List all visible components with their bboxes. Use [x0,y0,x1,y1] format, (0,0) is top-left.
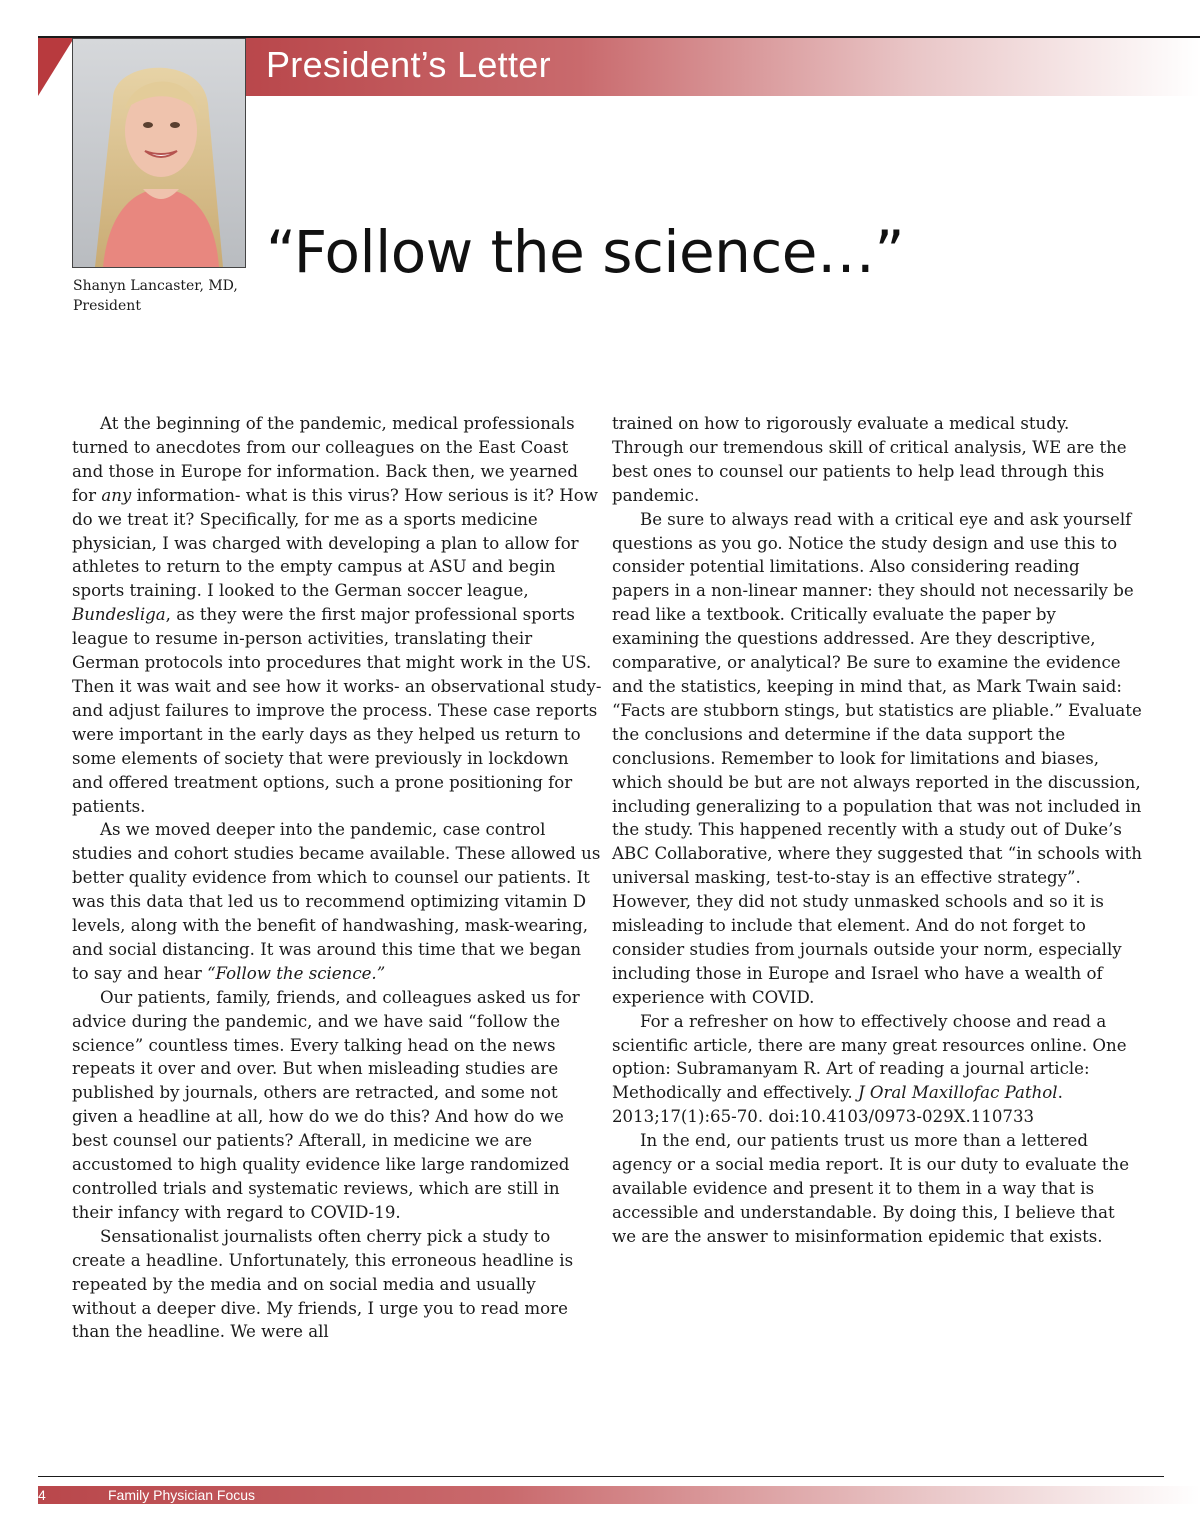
corner-accent [38,38,74,96]
bottom-rule [38,1476,1164,1477]
paragraph: In the end, our patients trust us more than a lettered agency or a social media report. It is our duty to evaluate the available evidence and present it to them in a way that is accessible and understandable. By doing this, I believe that we are the answer to misinformation epidemic that exists. [612,1131,1130,1246]
paragraph: At the beginning of the pandemic, medical professionals turned to anecdotes from our colleagues on the East Coast and those in Europe for information. Back then, we yearned for any information- what is this virus? How serious is it? How do we treat it? Specifically, for me as a sports medicine physician, I was charged with developing a plan to allow for athletes to return to the empty campus at ASU and begin sports training. I looked to the German soccer league, Bundesliga, as they were the first major professional sports league to resume in-person activities, translating their German protocols into procedures that might work in the US. Then it was wait and see how it works- an observational study- and adjust failures to improve the process. These case reports were important in the early days as they helped us return to some elements of society that were previously in lockdown and offered treatment options, such a prone positioning for patients. [72,414,602,816]
author-name: Shanyn Lancaster, MD, [73,278,238,294]
right-column [612,412,1142,1249]
publication-name: Family Physician Focus [108,1487,256,1503]
section-title: President’s Letter [266,44,551,85]
paragraph: trained on how to rigorously evaluate a medical study. Through our tremendous skill of critical analysis, WE are the best ones to counsel our patients to help lead through this pandemic. [612,414,1127,505]
paragraph: For a refresher on how to effectively choose and read a scientific article, there are many great resources online. One option: Subramanyam R. Art of reading a journal article: Methodically and effectively. J Oral Maxillofac Pathol. 2013;17(1):65-70. doi:10.4103/0973-029X.110733 [612,1011,1127,1127]
left-column [72,412,602,1344]
portrait-photo-icon [73,39,245,267]
paragraph: As we moved deeper into the pandemic, case control studies and cohort studies became available. These allowed us better quality evidence from which to counsel our patients. It was this data that led us to recommend optimizing vitamin D levels, along with the benefit of handwashing, mask-wearing, and social distancing. It was around this time that we began to say and hear “Follow the science.” [72,820,601,983]
article-headline: “Follow the science…” [266,218,905,286]
paragraph: Our patients, family, friends, and colleagues asked us for advice during the pandemic, and we have said “follow the science” countless times. Every talking head on the news repeats it over and over. But when misleading studies are published by journals, others are retracted, and some not given a headline at all, how do we do this? And how do we best counsel our patients? Afterall, in medicine we are accustomed to high quality evidence like large randomized controlled trials and systematic reviews, which are still in their infancy with regard to COVID-19. [72,987,580,1222]
paragraph: Sensationalist journalists often cherry pick a study to create a headline. Unfortunately, this erroneous headline is repeated by the media and on social media and usually without a deeper dive. My friends, I urge you to read more than the headline. We were all [72,1226,574,1342]
author-caption [73,276,238,316]
author-title: President [73,298,141,314]
author-photo [72,38,246,268]
page-number: 4 [38,1487,46,1503]
paragraph: Be sure to always read with a critical eye and ask yourself questions as you go. Notice the study design and use this to consider potential limitations. Also considering reading papers in a non-linear manner: they should not necessarily be read like a textbook. Critically evaluate the paper by examining the questions addressed. Are they descriptive, comparative, or analytical? Be sure to examine the evidence and the statistics, keeping in mind that, as Mark Twain said: “Facts are stubborn stings, but statistics are pliable.” Evaluate the conclusions and determine if the data support the conclusions. Remember to look for limitations and biases, which should be but are not always reported in the discussion, including generalizing to a population that was not included in the study. This happened recently with a study out of Duke’s ABC Collaborative, where they suggested that “in schools with universal masking, test-to-stay is an effective strategy”. However, they did not study unmasked schools and so it is misleading to include that element. And do not forget to consider studies from journals outside your norm, especially including those in Europe and Israel who have a wealth of experience with COVID. [612,509,1142,1007]
